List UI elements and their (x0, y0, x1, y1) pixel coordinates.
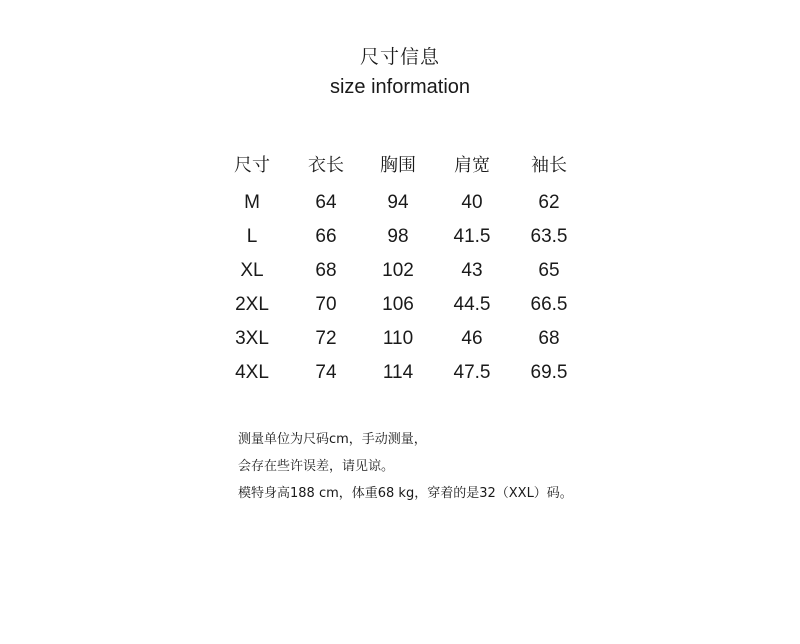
header-sleeve: 袖长 (531, 155, 567, 176)
cell-chest: 98 (387, 226, 409, 247)
cell-size: 4XL (235, 362, 269, 383)
cell-sleeve: 66.5 (530, 294, 568, 315)
table-row (0, 356, 800, 390)
header-length: 衣长 (308, 155, 344, 176)
cell-size: 2XL (235, 294, 269, 315)
header-shoulder: 肩宽 (454, 155, 490, 176)
cell-chest: 102 (382, 260, 414, 281)
cell-chest: 106 (382, 294, 414, 315)
note-line: 模特身高188 cm，体重68 kg，穿着的是32（XXL）码。 (238, 486, 573, 501)
cell-chest: 114 (382, 362, 414, 383)
table-row (0, 288, 800, 322)
table-header-row (0, 150, 800, 186)
size-table (0, 150, 800, 390)
table-row (0, 322, 800, 356)
cell-length: 64 (315, 192, 337, 213)
cell-length: 66 (315, 226, 337, 247)
cell-shoulder: 44.5 (453, 294, 491, 315)
cell-shoulder: 43 (461, 260, 483, 281)
page-title-en: size information (329, 76, 471, 98)
cell-size: XL (240, 260, 264, 281)
cell-size: 3XL (235, 328, 269, 349)
cell-size: M (244, 192, 260, 213)
page-title-zh: 尺寸信息 (359, 46, 440, 68)
cell-chest: 94 (387, 192, 409, 213)
cell-sleeve: 62 (538, 192, 560, 213)
cell-shoulder: 41.5 (453, 226, 491, 247)
cell-sleeve: 65 (538, 260, 560, 281)
note-line: 测量单位为尺码cm，手动测量， (238, 432, 427, 447)
cell-length: 68 (315, 260, 337, 281)
cell-sleeve: 63.5 (530, 226, 568, 247)
cell-shoulder: 47.5 (453, 362, 491, 383)
cell-sleeve: 68 (538, 328, 560, 349)
cell-length: 72 (315, 328, 337, 349)
table-row (0, 186, 800, 220)
cell-length: 74 (315, 362, 337, 383)
header-chest: 胸围 (380, 155, 416, 176)
cell-length: 70 (315, 294, 337, 315)
cell-shoulder: 46 (461, 328, 483, 349)
table-row (0, 220, 800, 254)
cell-size: L (246, 226, 258, 247)
note-line: 会存在些许误差，请见谅。 (238, 459, 395, 474)
cell-sleeve: 69.5 (530, 362, 568, 383)
table-row (0, 254, 800, 288)
cell-chest: 110 (382, 328, 414, 349)
header-size: 尺寸 (234, 155, 270, 176)
measurement-notes (238, 426, 778, 507)
cell-shoulder: 40 (461, 192, 483, 213)
